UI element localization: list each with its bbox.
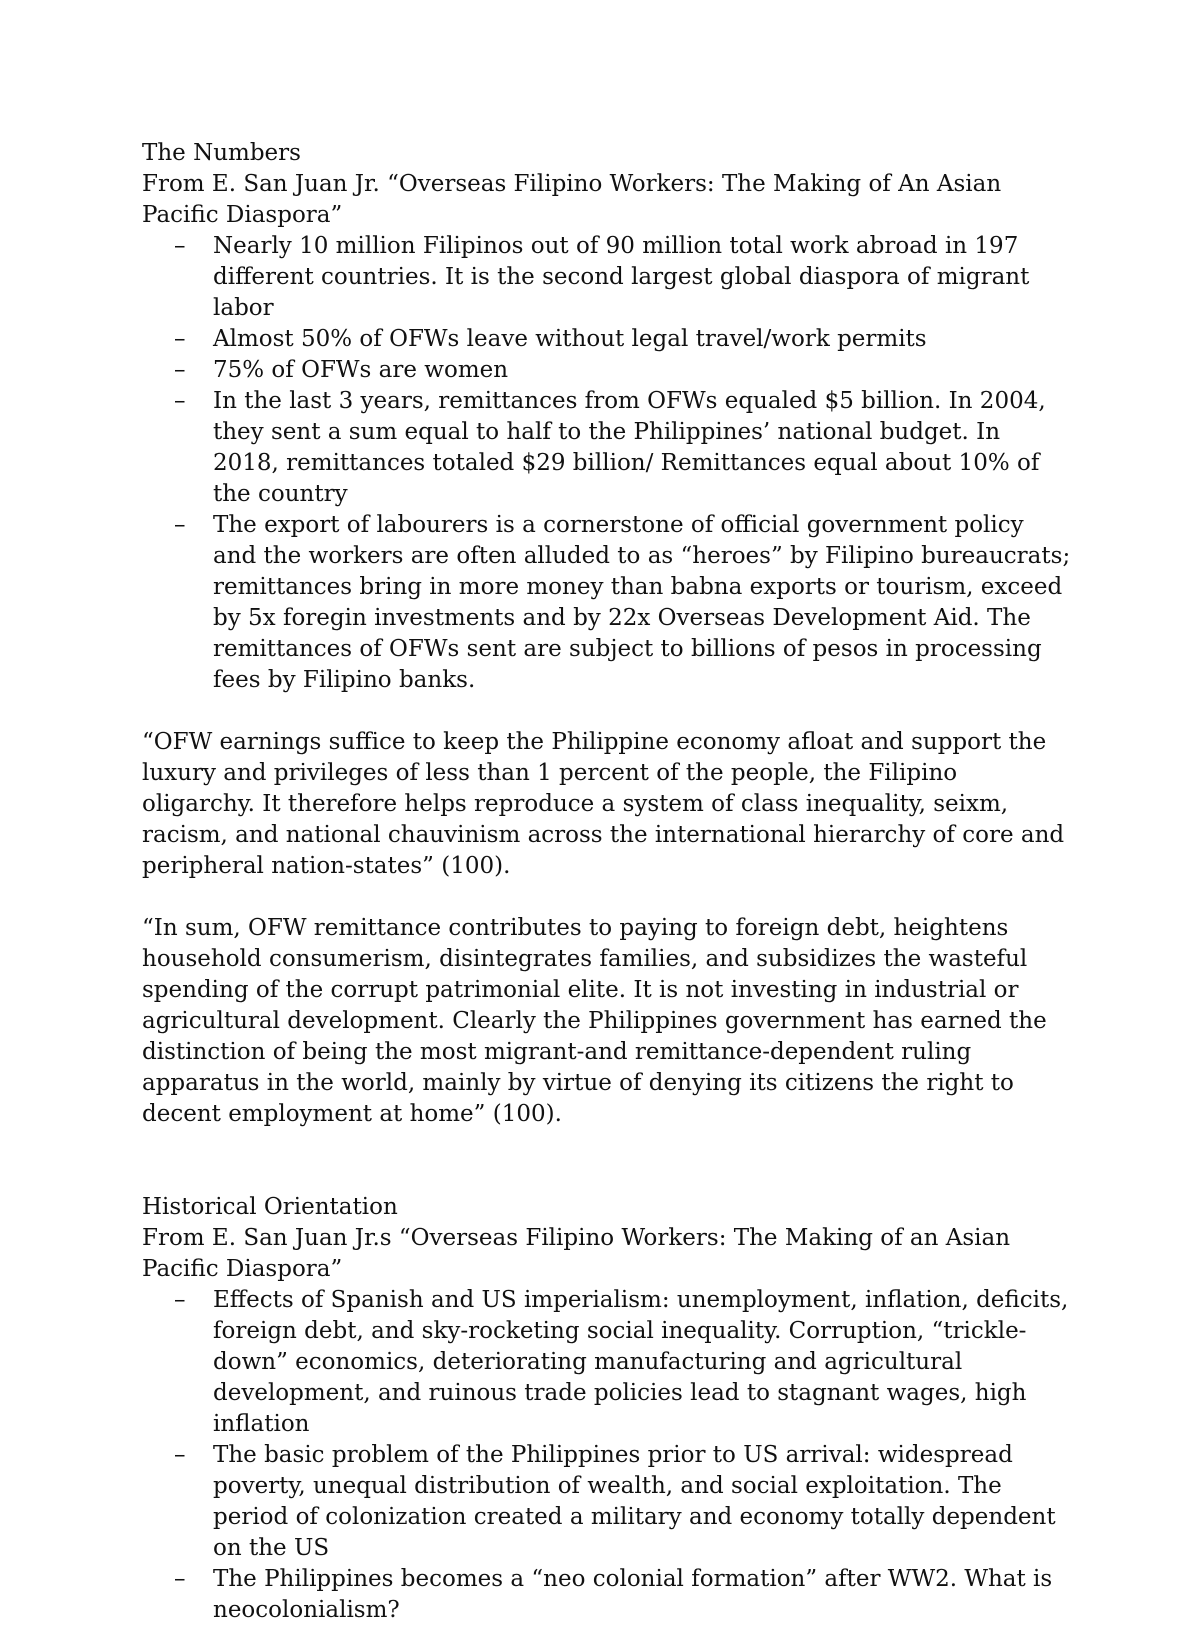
dash-bullet: – <box>174 512 186 538</box>
source-citation: From E. San Juan Jr. “Overseas Filipino Workers: The Making of An Asian Pacific Diaspora” <box>142 171 1002 228</box>
list-item: – In the last 3 years, remittances from OFWs equaled $5 billion. In 2004, they sent a sum equal to half to the Philippines’ national budget. In 2018, remittances totaled $29 billion/ Remittances equal about 10% of the country <box>174 388 1046 507</box>
dash-bullet: – <box>174 357 186 383</box>
historical-list <box>142 1285 1072 1626</box>
list-item: – 75% of OFWs are women <box>142 355 1072 386</box>
quote-paragraph-1: “OFW earnings suffice to keep the Philippine economy afloat and support the luxury and privileges of less than 1 percent of the people, the Filipino oligarchy. It therefore helps reproduce a system of class inequality, seixm, racism, and national chauvinism across the international hierarchy of core and peripheral nation-states” (100). <box>142 729 1065 879</box>
list-item: – Nearly 10 million Filipinos out of 90 million total work abroad in 197 different countries. It is the second largest global diaspora of migrant labor <box>174 233 1030 321</box>
numbers-list <box>142 231 1072 696</box>
section-heading-numbers: The Numbers <box>142 140 301 166</box>
list-item: – Almost 50% of OFWs leave without legal travel/work permits <box>142 324 1072 355</box>
dash-bullet: – <box>174 1566 186 1592</box>
dash-bullet: – <box>174 233 186 259</box>
dash-bullet: – <box>174 1442 186 1468</box>
dash-bullet: – <box>174 388 186 414</box>
dash-bullet: – <box>174 326 186 352</box>
list-item: – The export of labourers is a cornerstone of official government policy and the workers are often alluded to as “heroes” by Filipino bureaucrats; remittances bring in more money than babna exports or tourism, exceed by 5x foregin investments and by 22x Overseas Development Aid. The remittances of OFWs sent are subject to billions of pesos in processing fees by Filipino banks. <box>174 512 1071 693</box>
spacer <box>142 882 1072 913</box>
spacer <box>142 696 1072 727</box>
dash-bullet: – <box>174 1287 186 1313</box>
source-citation: From E. San Juan Jr.s “Overseas Filipino Workers: The Making of an Asian Pacific Diaspora” <box>142 1225 1011 1282</box>
spacer <box>142 1130 1072 1192</box>
list-item: – The basic problem of the Philippines prior to US arrival: widespread poverty, unequal distribution of wealth, and social exploitation. The period of colonization created a military and economy totally dependent on the US <box>174 1442 1056 1561</box>
document-page <box>142 138 1072 1626</box>
list-item: – Effects of Spanish and US imperialism: unemployment, inflation, deficits, foreign debt, and sky-rocketing social inequality. Corruption, “trickle-down” economics, deteriorating manufacturing and agricultural development, and ruinous trade policies lead to stagnant wages, high inflation <box>174 1287 1069 1437</box>
list-item: – The Philippines becomes a “neo colonial formation” after WW2. What is neocolonialism? <box>174 1566 1053 1623</box>
section-heading-historical: Historical Orientation <box>142 1194 398 1220</box>
quote-paragraph-2: “In sum, OFW remittance contributes to paying to foreign debt, heightens household consumerism, disintegrates families, and subsidizes the wasteful spending of the corrupt patrimonial elite. It is not investing in industrial or agricultural development. Clearly the Philippines government has earned the distinction of being the most migrant-and remittance-dependent ruling apparatus in the world, mainly by virtue of denying its citizens the right to decent employment at home” (100). <box>142 915 1047 1127</box>
